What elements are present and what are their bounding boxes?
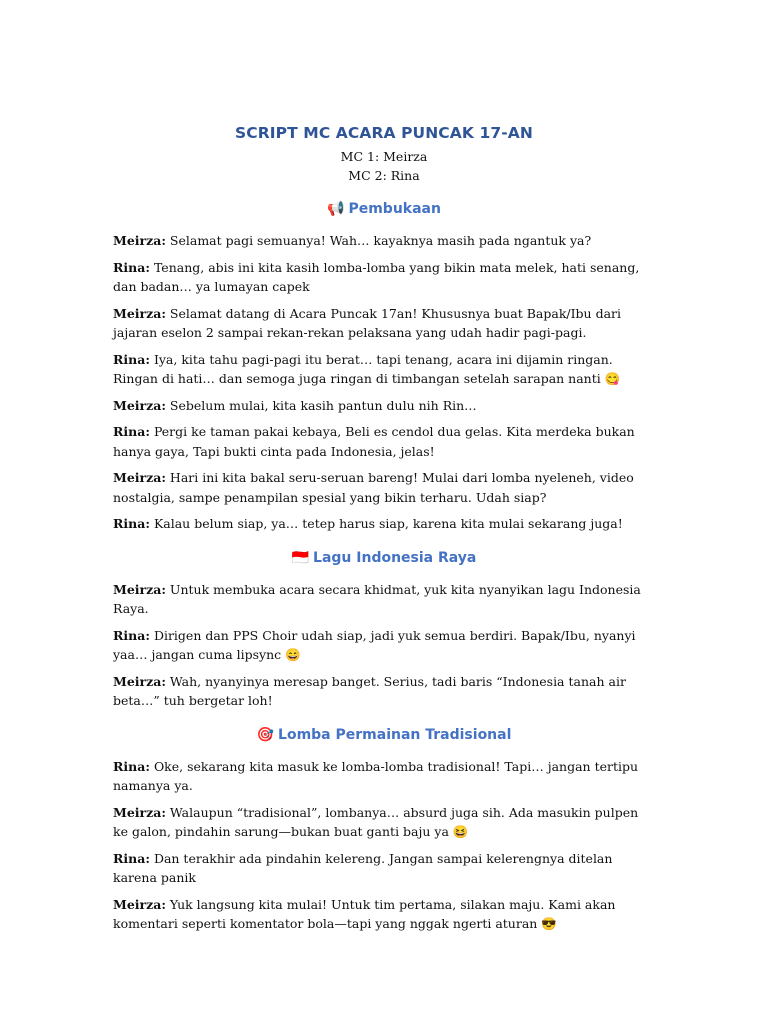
- mc-2-line: MC 2: Rina: [348, 168, 420, 183]
- dialog-line: [113, 258, 655, 297]
- dialog-line: [113, 626, 655, 665]
- document-title: SCRIPT MC ACARA PUNCAK 17-AN: [235, 124, 533, 142]
- section-heading-text: Lomba Permainan Tradisional: [278, 726, 512, 743]
- dialog-text: Pergi ke taman pakai kebaya, Beli es cendol dua gelas. Kita merdeka bukan hanya gaya, Tapi bukti cinta pada Indonesia, jelas!: [113, 424, 635, 459]
- dialog-line: [113, 514, 655, 534]
- megaphone-icon: 📢: [327, 201, 345, 217]
- speaker-name: Rina:: [113, 351, 150, 367]
- dialog-line: [113, 757, 655, 796]
- speaker-name: Meirza:: [113, 673, 166, 689]
- speaker-name: Rina:: [113, 758, 150, 774]
- dialog-line: [113, 304, 655, 343]
- dialog-line: [113, 895, 655, 934]
- section-pembukaan: [113, 199, 655, 534]
- speaker-name: Rina:: [113, 627, 150, 643]
- section-heading: [113, 199, 655, 219]
- speaker-name: Meirza:: [113, 233, 166, 248]
- speaker-name: Meirza:: [113, 804, 166, 820]
- speaker-name: Meirza:: [113, 581, 166, 597]
- dialog-line: [113, 396, 655, 416]
- section-lagu-indonesia-raya: [113, 548, 655, 711]
- speaker-name: Rina:: [113, 424, 150, 439]
- dialog-line: [113, 231, 655, 251]
- dialog-text: Dan terakhir ada pindahin kelereng. Jangan sampai kelerengnya ditelan karena panik: [113, 850, 613, 885]
- section-heading: [113, 548, 655, 568]
- dialog-text: Walaupun “tradisional”, lombanya… absurd juga sih. Ada masukin pulpen ke galon, pindahin sarung—bukan buat ganti baju ya 😆: [113, 804, 639, 839]
- section-lomba-permainan-tradisional: [113, 725, 655, 934]
- target-icon: 🎯: [256, 726, 275, 743]
- dialog-text: Kalau belum siap, ya… tetep harus siap, karena kita mulai sekarang juga!: [153, 516, 623, 531]
- indonesia-flag-icon: 🇮🇩: [291, 549, 310, 566]
- mc-1-line: MC 1: Meirza: [340, 149, 428, 164]
- dialog-text: Sebelum mulai, kita kasih pantun dulu nih Rin…: [169, 397, 477, 413]
- dialog-text: Hari ini kita bakal seru-seruan bareng! Mulai dari lomba nyeleneh, video nostalgia, sampe penampilan spesial yang bikin terharu. Udah siap?: [113, 470, 634, 505]
- speaker-name: Rina:: [113, 516, 150, 531]
- dialog-line: [113, 422, 655, 461]
- dialog-line: [113, 350, 655, 389]
- speaker-name: Meirza:: [113, 470, 166, 485]
- speaker-name: Meirza:: [113, 305, 166, 321]
- dialog-text: Iya, kita tahu pagi-pagi itu berat… tapi tenang, acara ini dijamin ringan. Ringan di hati… dan semoga juga ringan di timbangan setelah sarapan nanti 😋: [113, 351, 621, 386]
- dialog-text: Untuk membuka acara secara khidmat, yuk kita nyanyikan lagu Indonesia Raya.: [113, 581, 641, 616]
- speaker-name: Meirza:: [113, 397, 166, 413]
- dialog-text: Selamat datang di Acara Puncak 17an! Khususnya buat Bapak/Ibu dari jajaran eselon 2 sampai rekan-rekan pelaksana yang udah hadir pagi-pagi.: [113, 305, 621, 340]
- dialog-line: [113, 580, 655, 619]
- dialog-text: Dirigen dan PPS Choir udah siap, jadi yuk semua berdiri. Bapak/Ibu, nyanyi yaa… jangan cuma lipsync 😄: [113, 627, 636, 662]
- dialog-text: Yuk langsung kita mulai! Untuk tim pertama, silakan maju. Kami akan komentari seperti komentator bola—tapi yang nggak ngerti aturan 😎: [113, 896, 616, 931]
- speaker-name: Rina:: [113, 259, 150, 275]
- dialog-line: [113, 803, 655, 842]
- dialog-line: [113, 849, 655, 888]
- section-heading-text: Pembukaan: [348, 201, 441, 217]
- speaker-name: Rina:: [113, 850, 150, 866]
- dialog-text: Oke, sekarang kita masuk ke lomba-lomba tradisional! Tapi… jangan tertipu namanya ya.: [113, 758, 639, 793]
- dialog-line: [113, 468, 655, 507]
- dialog-line: [113, 672, 655, 711]
- section-heading-text: Lagu Indonesia Raya: [313, 549, 477, 566]
- dialog-text: Tenang, abis ini kita kasih lomba-lomba yang bikin mata melek, hati senang, dan badan… ya lumayan capek: [113, 259, 640, 294]
- dialog-text: Selamat pagi semuanya! Wah… kayaknya masih pada ngantuk ya?: [169, 233, 592, 248]
- section-heading: [113, 725, 655, 745]
- dialog-text: Wah, nyanyinya meresap banget. Serius, tadi baris “Indonesia tanah air beta…” tuh bergetar loh!: [113, 673, 626, 708]
- speaker-name: Meirza:: [113, 896, 166, 912]
